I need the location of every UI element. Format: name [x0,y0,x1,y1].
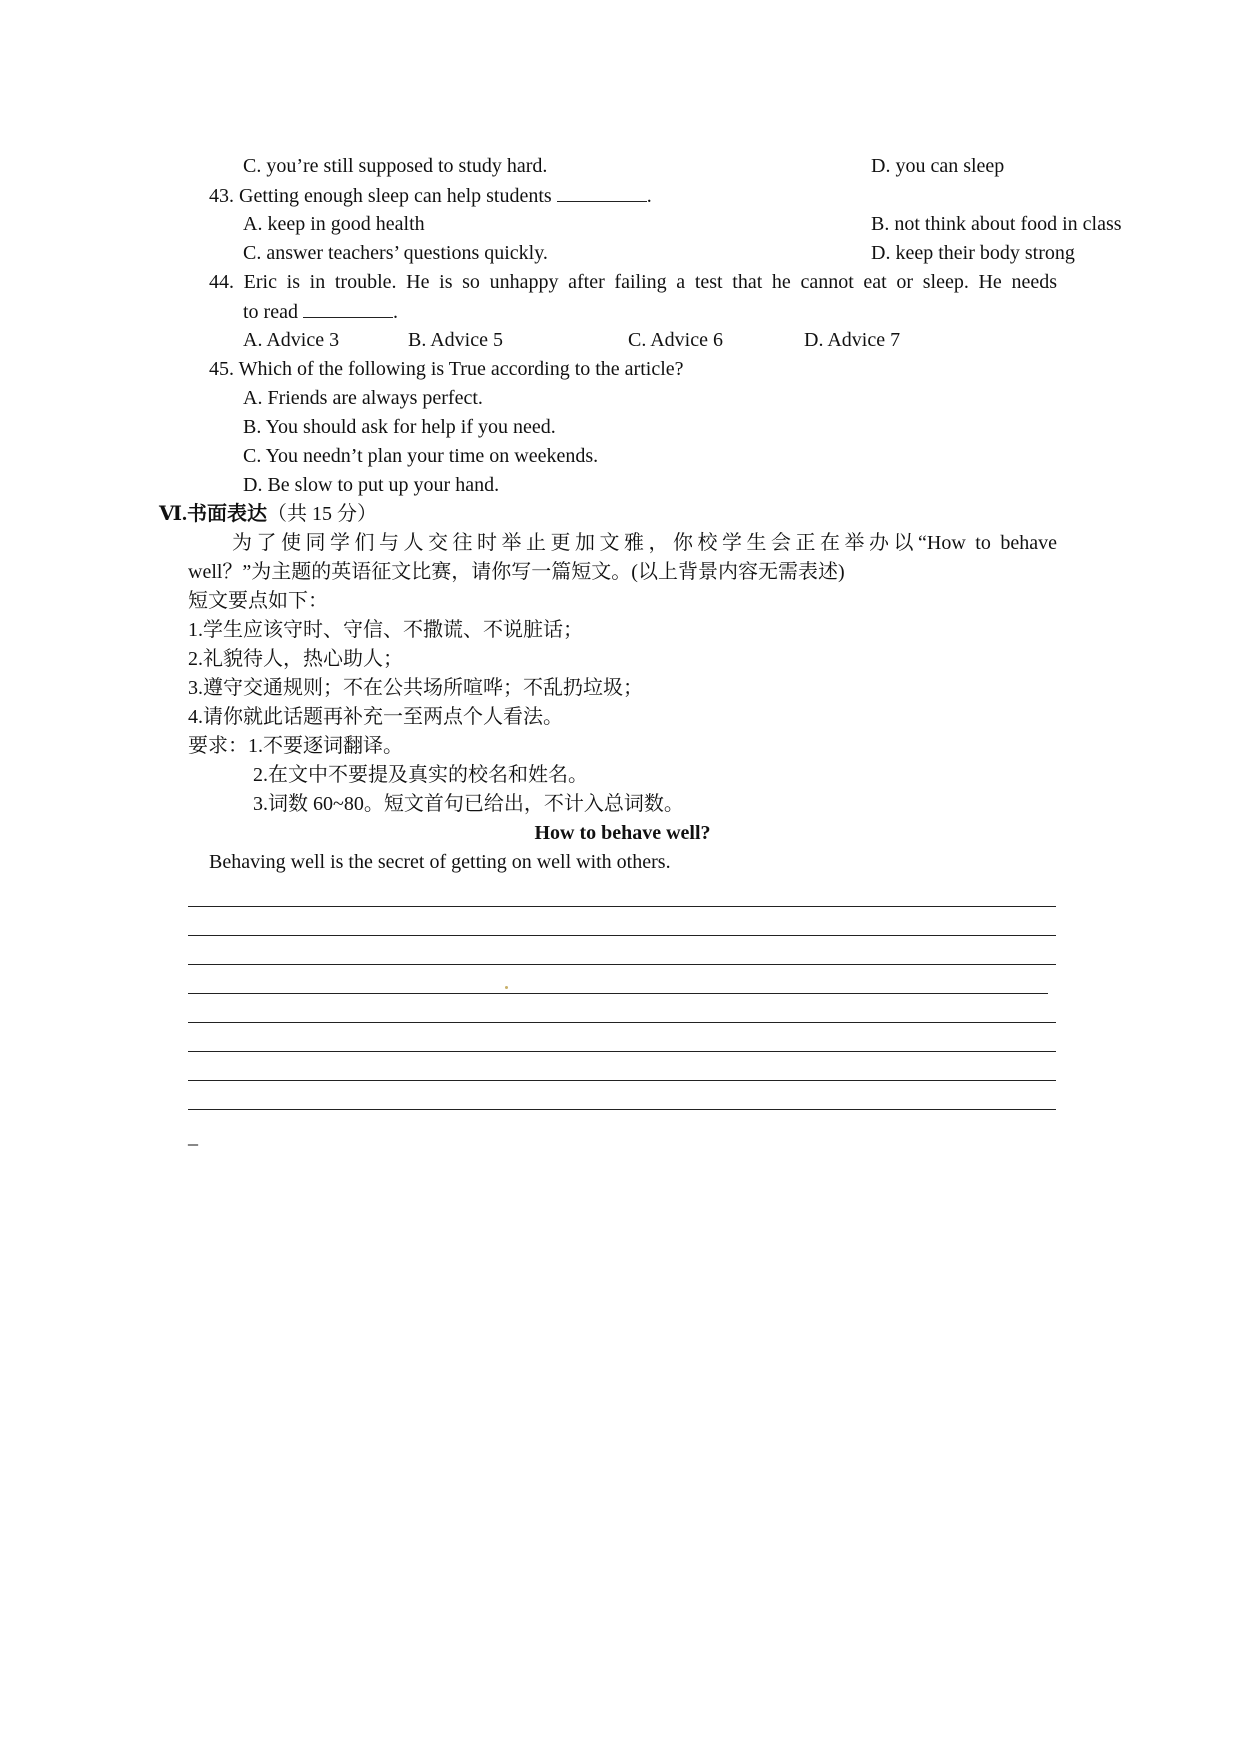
writing-heading-score: （共 15 分） [267,503,377,525]
writing-requirements-row-1 [188,734,403,758]
writing-intro-line-2: well？”为主题的英语征文比赛，请你写一篇短文。(以上背景内容无需表述) [188,561,845,583]
writing-line[interactable] [188,935,1056,936]
writing-point: 3.遵守交通规则；不在公共场所喧哗；不乱扔垃圾； [188,677,643,699]
q44-stem-line-1 [209,270,1057,294]
writing-requirement: 1.不要逐词翻译。 [248,735,403,757]
essay-first-sentence: Behaving well is the secret of getting on well with others. [209,851,671,873]
writing-line[interactable] [188,1109,1056,1110]
q45-stem-text: 45. Which of the following is True according to the article? [209,358,684,380]
q44-option-c: C. Advice 6 [628,329,723,351]
q43-options-row-2 [243,241,1075,265]
q43-option-c: C. answer teachers’ questions quickly. [243,242,548,264]
q45-option-d: D. Be slow to put up your hand. [243,474,500,496]
writing-points-label: 短文要点如下： [188,590,328,612]
writing-point: 4.请你就此话题再补充一至两点个人看法。 [188,706,563,728]
writing-line[interactable] [188,906,1056,907]
writing-req-label: 要求： [188,735,248,757]
q42-option-c: C. you’re still supposed to study hard. [243,155,548,177]
q43-stem-text: 43. Getting enough sleep can help students [209,185,552,207]
essay-title: How to behave well? [534,822,711,844]
q43-stem-end: . [646,185,652,207]
q45-option-c: C. You needn’t plan your time on weekends. [243,445,599,467]
q43-answer-blank [557,183,647,202]
q44-stem-line-2 [243,299,398,324]
q43-stem [209,183,652,208]
trailing-underscore: _ [188,1126,198,1148]
q44-option-a: A. Advice 3 [243,329,340,351]
writing-heading-title: Ⅵ.书面表达 [159,503,267,525]
writing-section-heading [159,502,377,526]
q42-option-d: D. you can sleep [871,155,1005,177]
writing-point: 2.礼貌待人，热心助人； [188,648,403,670]
q44-stem-end: . [392,301,398,323]
q44-option-d: D. Advice 7 [804,329,901,351]
writing-intro-line-1 [232,531,1057,555]
q43-option-a: A. keep in good health [243,213,425,235]
q44-stem-text-1: 44. Eric is in trouble. He is so unhappy after failing a test that he cannot eat or sleep. He needs [209,271,1057,293]
writing-line[interactable] [188,1080,1056,1081]
writing-line[interactable] [188,1051,1056,1052]
q44-answer-blank [303,299,393,318]
q45-option-a: A. Friends are always perfect. [243,387,483,409]
q44-options-row [243,328,1043,352]
q45-option-b: B. You should ask for help if you need. [243,416,556,438]
writing-line[interactable] [188,964,1056,965]
writing-requirement: 3.词数 60~80。短文首句已给出，不计入总词数。 [253,793,684,815]
q43-option-d: D. keep their body strong [871,242,1075,264]
writing-intro-text-1: 为了使同学们与人交往时举止更加文雅，你校学生会正在举办以“How to behave [232,532,1057,554]
q45-stem [209,357,684,381]
writing-line[interactable] [188,993,1048,994]
q44-option-b: B. Advice 5 [408,329,503,351]
writing-line[interactable] [188,1022,1056,1023]
q44-stem-text-2: to read [243,301,298,323]
q43-option-b: B. not think about food in class [871,213,1122,235]
ink-speck [505,986,508,989]
q42-options-row [243,154,1005,178]
q43-options-row-1 [243,212,1122,236]
writing-requirement: 2.在文中不要提及真实的校名和姓名。 [253,764,588,786]
writing-point: 1.学生应该守时、守信、不撒谎、不说脏话； [188,619,583,641]
